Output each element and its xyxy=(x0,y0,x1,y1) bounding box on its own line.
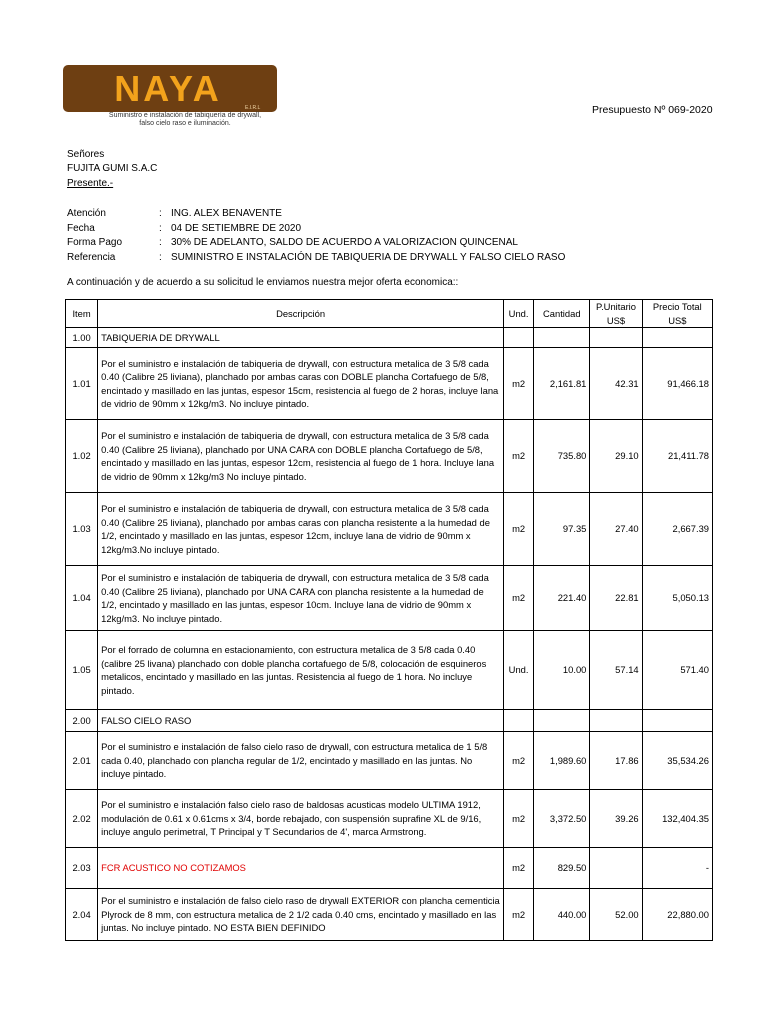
recipient-salutation: Señores xyxy=(67,149,105,160)
logo-text: NAYA xyxy=(114,68,222,109)
company-tagline: Suministro e instalación de tabiquería de drywall, falso cielo raso e iluminación. xyxy=(108,112,262,127)
table-row: 2.01 Por el suministro e instalación de falso cielo raso de drywall, con estructura metalica de 1 5/8 cada 0.40, planchado con plancha regular de 1/2, encintado y masillado en las juntas. No incluye pintado. m2 1,989.60 17.86 35,534.26 xyxy=(66,732,713,790)
header-total-price: Precio Total US$ xyxy=(642,300,712,328)
logo-suffix: E.I.R.L xyxy=(245,105,261,111)
quote-table xyxy=(65,299,713,941)
section-row: 2.00 FALSO CIELO RASO xyxy=(66,710,713,732)
table-row: 1.02 Por el suministro e instalación de tabiqueria de drywall, con estructura metalica de 3 5/8 cada 0.40 (Calibre 25 liviana), planchado por UNA CARA con DOBLE plancha Cortafuego de 5/8, encintado y masillado en las juntas, espesor 12cm, resistencia al fuego de 1 hora. Incluye lana de vidrio de 90mm x 12kg/m3 No incluye pintado. m2 735.80 29.10 21,411.78 xyxy=(66,420,713,493)
header-unit: Und. xyxy=(504,300,534,328)
table-row: 1.03 Por el suministro e instalación de tabiqueria de drywall, con estructura metalica de 3 5/8 cada 0.40 (Calibre 25 liviana), planchado por ambas caras con plancha resistente a la humedad de 1/2, encintado y masillado en las juntas, espesor 12cm, incluye lana de vidrio de 90mm x 12kg/m3.No incluye pintado. m2 97.35 27.40 2,667.39 xyxy=(66,493,713,566)
table-row: 2.02 Por el suministro e instalación falso cielo raso de baldosas acusticas modelo ULTIMA 1912, modulación de 0.61 x 0.61cms x 3/4, borde rebajado, con suspensión suprafine XL de 9/16, incluye angulo perimetral, T Principal y T Secundarios de 4', marca Armstrong. m2 3,372.50 39.26 132,404.35 xyxy=(66,790,713,848)
recipient-company: FUJITA GUMI S.A.C xyxy=(67,163,158,174)
company-logo xyxy=(63,65,277,112)
quote-info xyxy=(67,207,565,265)
quote-number: Presupuesto Nº 069-2020 xyxy=(592,104,713,116)
info-row-payment: Forma Pago : 30% DE ADELANTO, SALDO DE ACUERDO A VALORIZACION QUINCENAL xyxy=(67,237,518,248)
section-row: 1.00 TABIQUERIA DE DRYWALL xyxy=(66,328,713,348)
table-row: 1.04 Por el suministro e instalación de tabiqueria de drywall, con estructura metalica de 3 5/8 cada 0.40 (Calibre 25 liviana), planchado por UNA CARA con plancha resistente a la humedad de 1/2, encintado y masillado en las juntas, espesor 10cm. Incluye lana de vidrio de 90mm x 12kg/m3. No incluye pintado. m2 221.40 22.81 5,050.13 xyxy=(66,566,713,631)
table-header-row xyxy=(66,300,713,328)
recipient-presente: Presente.- xyxy=(67,178,114,189)
info-row-reference: Referencia : SUMINISTRO E INSTALACIÓN DE TABIQUERIA DE DRYWALL Y FALSO CIELO RASO xyxy=(67,251,566,263)
table-row: 2.04 Por el suministro e instalación de falso cielo raso de drywall EXTERIOR con plancha cementicia Plyrock de 8 mm, con estructura metalica de 2 1/2 cada 0.40 cms, encintado y masillado en las juntas. No incluye pintado. NO ESTA BIEN DEFINIDO m2 440.00 52.00 22,880.00 xyxy=(66,889,713,941)
header-description: Descripción xyxy=(98,300,504,328)
not-quoted-note: FCR ACUSTICO NO COTIZAMOS xyxy=(98,848,504,889)
info-row-date: Fecha : 04 DE SETIEMBRE DE 2020 xyxy=(67,222,302,234)
header-unit-price: P.Unitario US$ xyxy=(590,300,642,328)
intro-text: A continuación y de acuerdo a su solicitud le enviamos nuestra mejor oferta economica:: xyxy=(67,277,459,288)
table-row: 2.03 FCR ACUSTICO NO COTIZAMOS m2 829.50 - xyxy=(66,848,713,889)
info-row-attention: Atención : ING. ALEX BENAVENTE xyxy=(67,208,282,219)
table-row: 1.01 Por el suministro e instalación de tabiqueria de drywall, con estructura metalica de 3 5/8 cada 0.40 (Calibre 25 liviana), planchado por ambas caras con DOBLE plancha Cortafuego de 5/8, encintado y masillado en las juntas, espesor 15cm, resistencia al fuego de 2 horas, incluye lana de vidrio de 90mm x 12kg/m3. No incluye pintado. m2 2,161.81 42.31 91,466.18 xyxy=(66,348,713,420)
table-row: 1.05 Por el forrado de columna en estacionamiento, con estructura metalica de 3 5/8 cada 0.40 (calibre 25 livana) planchado con doble plancha cortafuego de 5/8, colocación de esquineros metalicos, encintado y masillado en las juntas. Resistencia al fuego de 1 hora. No incluye pintado. Und. 10.00 57.14 571.40 xyxy=(66,631,713,710)
header-quantity: Cantidad xyxy=(534,300,590,328)
header-item: Item xyxy=(66,300,98,328)
